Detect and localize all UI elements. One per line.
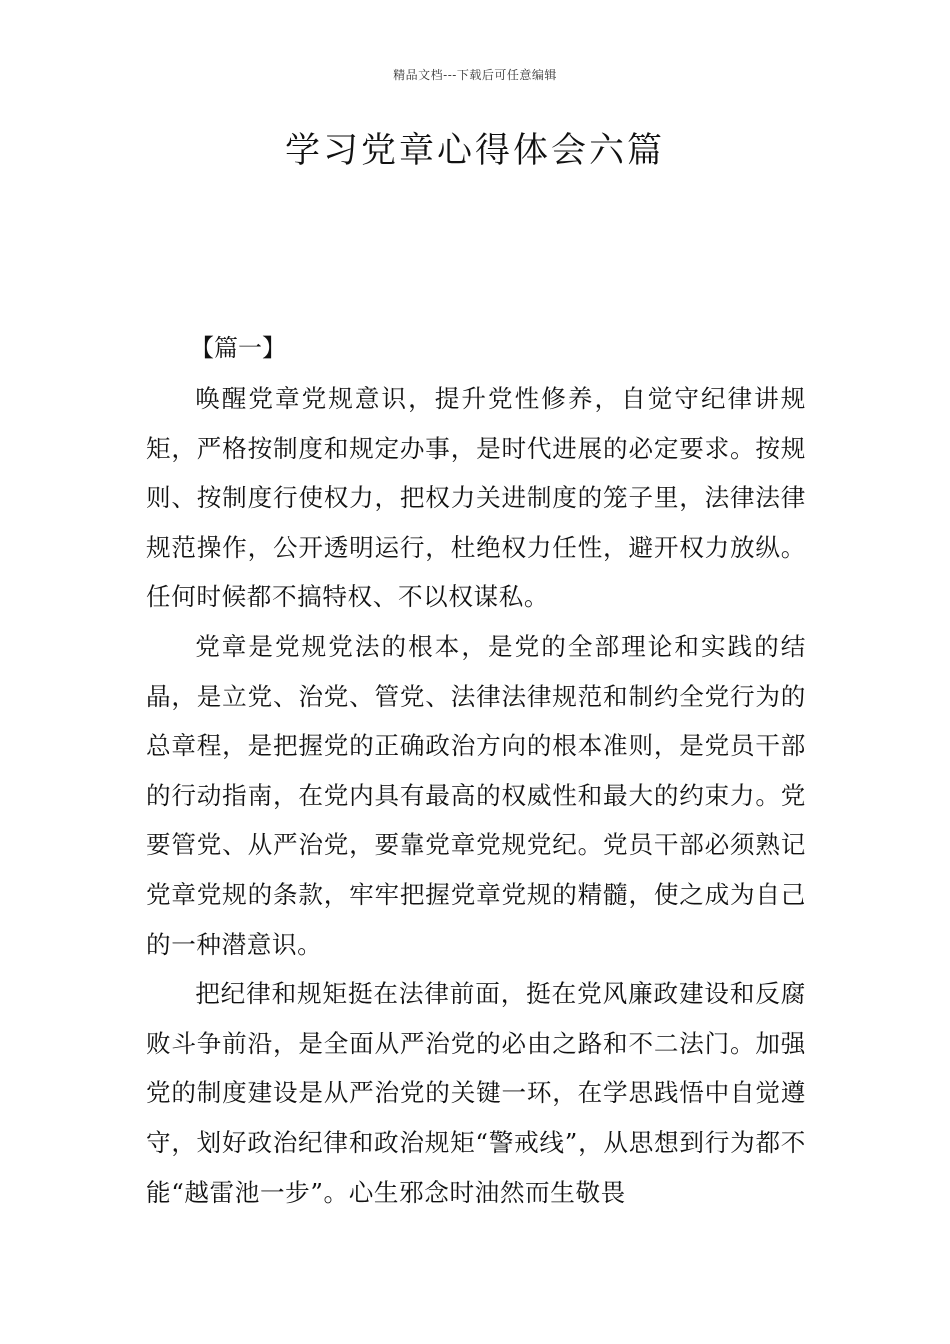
paragraph: 把纪律和规矩挺在法律前面，挺在党风廉政建设和反腐败斗争前沿，是全面从严治党的必由之路和不二法门。加强党的制度建设是从严治党的关键一环，在学思践悟中自觉遵守，划好政治纪律和政治规矩“警戒线”，从思想到行为都不能“越雷池一步”。心生邪念时油然而生敬畏 [146,979,806,1207]
document-body [146,374,806,1217]
page-header: 精品文档---下载后可任意编辑 [393,68,557,82]
section-heading: 【篇一】 [190,334,286,362]
paragraph: 唤醒党章党规意识，提升党性修养，自觉守纪律讲规矩，严格按制度和规定办事，是时代进展的必定要求。按规则、按制度行使权力，把权力关进制度的笼子里，法律法律规范操作，公开透明运行，杜绝权力任性，避开权力放纵。任何时候都不搞特权、不以权谋私。 [146,384,806,612]
document-title: 学习党章心得体会六篇 [284,131,665,171]
paragraph: 党章是党规党法的根本，是党的全部理论和实践的结晶，是立党、治党、管党、法律法律规范和制约全党行为的总章程，是把握党的正确政治方向的根本准则，是党员干部的行动指南，在党内具有最高的权威性和最大的约束力。党要管党、从严治党，要靠党章党规党纪。党员干部必须熟记党章党规的条款，牢牢把握党章党规的精髓，使之成为自己的一种潜意识。 [146,631,806,959]
